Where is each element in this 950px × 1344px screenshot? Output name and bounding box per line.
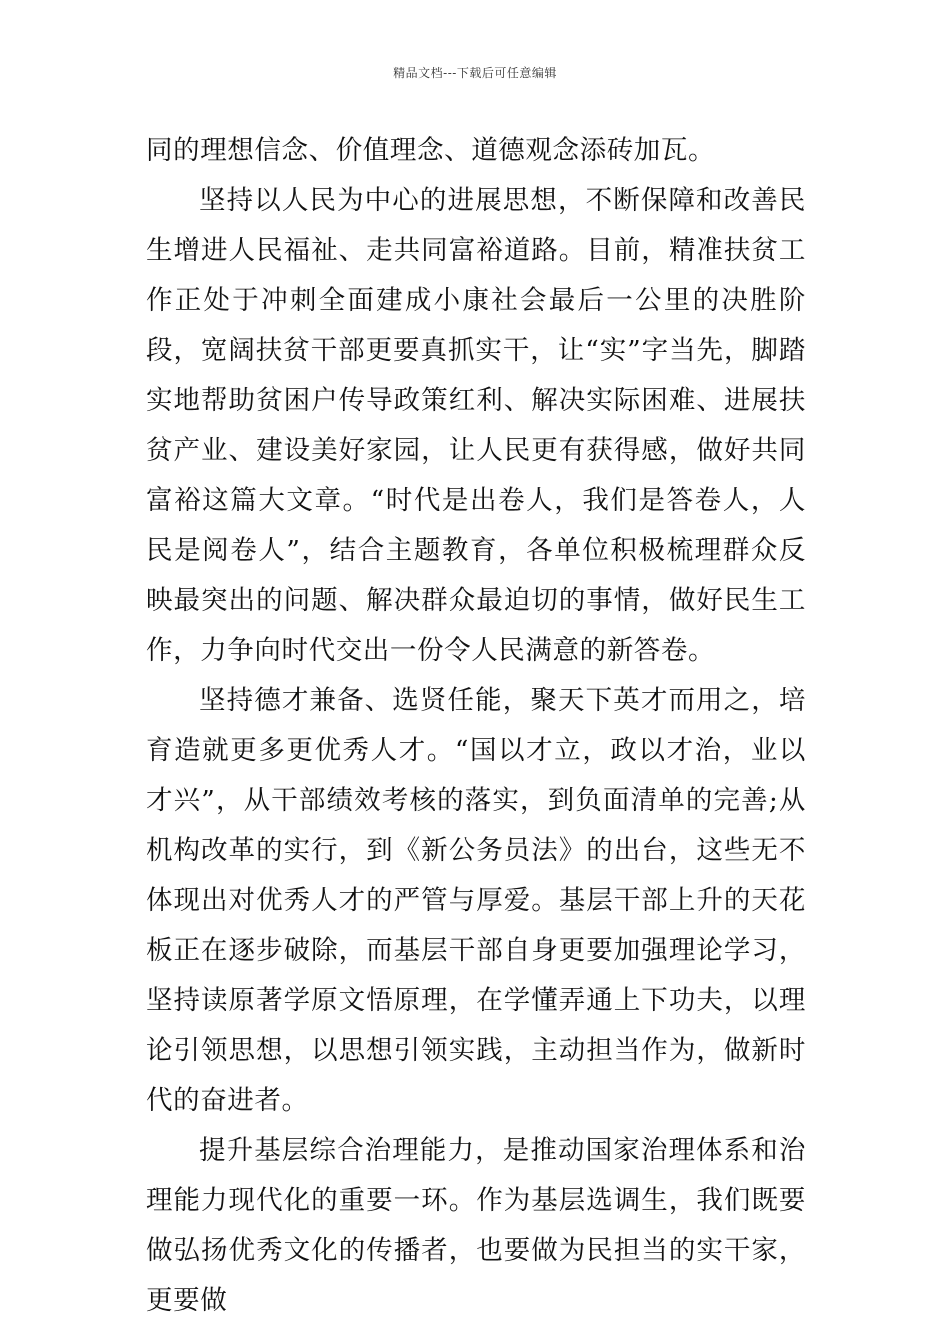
document-body	[146, 126, 806, 1326]
paragraph-people-centered: 坚持以人民为中心的进展思想，不断保障和改善民生增进人民福祉、走共同富裕道路。目前，精准扶贫工作正处于冲刺全面建成小康社会最后一公里的决胜阶段，宽阔扶贫干部更要真抓实干，让“实”字当先，脚踏实地帮助贫困户传导政策红利、解决实际困难、进展扶贫产业、建设美好家园，让人民更有获得感，做好共同富裕这篇大文章。“时代是出卷人，我们是答卷人，人民是阅卷人”，结合主题教育，各单位积极梳理群众反映最突出的问题、解决群众最迫切的事情，做好民生工作，力争向时代交出一份令人民满意的新答卷。	[146, 185, 806, 666]
paragraph-continuation: 同的理想信念、价值理念、道德观念添砖加瓦。	[146, 135, 716, 166]
paragraph-governance: 提升基层综合治理能力，是推动国家治理体系和治理能力现代化的重要一环。作为基层选调生，我们既要做弘扬优秀文化的传播者，也要做为民担当的实干家，更要做	[146, 1135, 806, 1316]
page-header: 精品文档---下载后可任意编辑	[393, 66, 557, 80]
paragraph-talent: 坚持德才兼备、选贤任能，聚天下英才而用之，培育造就更多更优秀人才。“国以才立，政以才治，业以才兴”，从干部绩效考核的落实，到负面清单的完善;从机构改革的实行，到《新公务员法》的出台，这些无不体现出对优秀人才的严管与厚爱。基层干部上升的天花板正在逐步破除，而基层干部自身更要加强理论学习，坚持读原著学原文悟原理，在学懂弄通上下功夫，以理论引领思想，以思想引领实践，主动担当作为，做新时代的奋进者。	[146, 685, 806, 1116]
